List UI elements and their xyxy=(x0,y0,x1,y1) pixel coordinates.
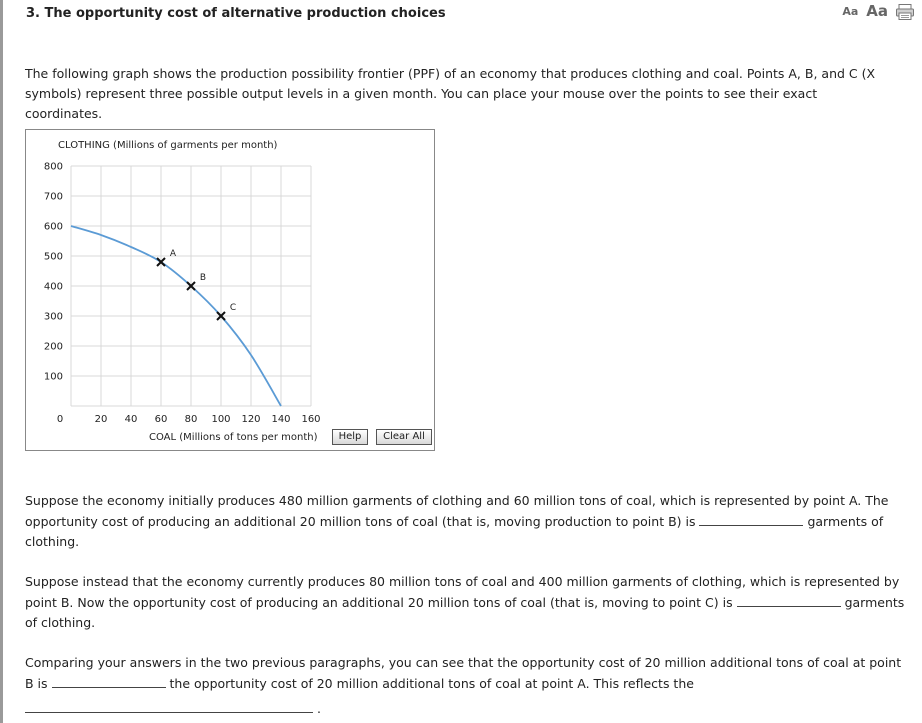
decrease-font-button[interactable]: Aa xyxy=(842,5,859,18)
x-tick-label: 60 xyxy=(154,414,168,425)
intro-text: The following graph shows the production possibility frontier (PPF) of an economy that produces clothing and coal. Points A, B, and C (X symbols) represent three possible output levels in a given month. You can place your mouse over the points to see their exact coordinates. xyxy=(25,66,876,121)
y-tick-label: 800 xyxy=(43,161,63,173)
reflection-dropdown[interactable] xyxy=(25,698,313,713)
x-tick-label: 160 xyxy=(301,414,321,425)
paragraph-point-a xyxy=(25,491,905,552)
answer-blank-2[interactable] xyxy=(737,592,841,607)
paragraph-3-tail: . xyxy=(316,701,321,716)
x-tick-label: 100 xyxy=(211,414,231,425)
y-tick-label: 600 xyxy=(43,221,63,233)
point-c-label: C xyxy=(229,303,237,313)
answer-blank-1[interactable] xyxy=(699,511,803,526)
x-tick-label: 120 xyxy=(241,414,261,425)
y-tick-label: 100 xyxy=(43,371,63,383)
point-a-label: A xyxy=(169,249,177,259)
comparison-dropdown[interactable] xyxy=(52,673,166,688)
clear-all-button[interactable]: Clear All xyxy=(376,429,432,445)
paragraph-1-text: Suppose the economy initially produces 480 million garments of clothing and 60 million tons of coal, which is represented by point A. The opportunity cost of producing an additional 20 million tons of coal (that is, moving production to point B) is xyxy=(25,493,889,529)
y-tick-label: 200 xyxy=(43,341,63,353)
paragraph-3-middle: the opportunity cost of 20 million additional tons of coal at point A. This reflects the xyxy=(169,676,694,691)
x-tick-label: 40 xyxy=(124,414,138,425)
paragraph-2-tail: garments of clothing. xyxy=(25,595,905,630)
text-size-tools xyxy=(842,2,914,20)
y-tick-label: 300 xyxy=(43,311,63,323)
paragraph-1-tail: garments of clothing. xyxy=(25,514,884,549)
paragraph-2-text: Suppose instead that the economy currently produces 80 million tons of coal and 400 million garments of clothing, which is represented by point B. Now the opportunity cost of producing an additional 20 million tons of coal (that is, moving to point C) is xyxy=(25,574,900,610)
increase-font-button[interactable]: Aa xyxy=(866,2,888,20)
y-tick-label: 700 xyxy=(43,191,63,203)
help-button[interactable]: Help xyxy=(332,429,368,445)
x-tick-label: 0 xyxy=(56,414,64,425)
y-axis-label: CLOTHING (Millions of garments per month) xyxy=(58,140,278,151)
y-tick-label: 500 xyxy=(43,251,63,263)
left-border xyxy=(0,0,3,723)
paragraph-comparison xyxy=(25,653,905,719)
x-axis-label: COAL (Millions of tons per month) xyxy=(149,432,318,443)
x-tick-label: 80 xyxy=(184,414,198,425)
paragraph-3-text: Comparing your answers in the two previous paragraphs, you can see that the opportunity cost of 20 million additional tons of coal at point B is xyxy=(25,655,902,691)
point-b-label: B xyxy=(199,273,207,283)
question-title: 3. The opportunity cost of alternative production choices xyxy=(26,6,446,21)
x-tick-label: 140 xyxy=(271,414,291,425)
x-tick-label: 20 xyxy=(94,414,108,425)
print-icon[interactable] xyxy=(896,4,914,20)
graph-panel xyxy=(25,129,435,451)
ppf-chart[interactable] xyxy=(26,130,434,450)
paragraph-point-b xyxy=(25,572,905,633)
y-tick-label: 400 xyxy=(43,281,63,293)
